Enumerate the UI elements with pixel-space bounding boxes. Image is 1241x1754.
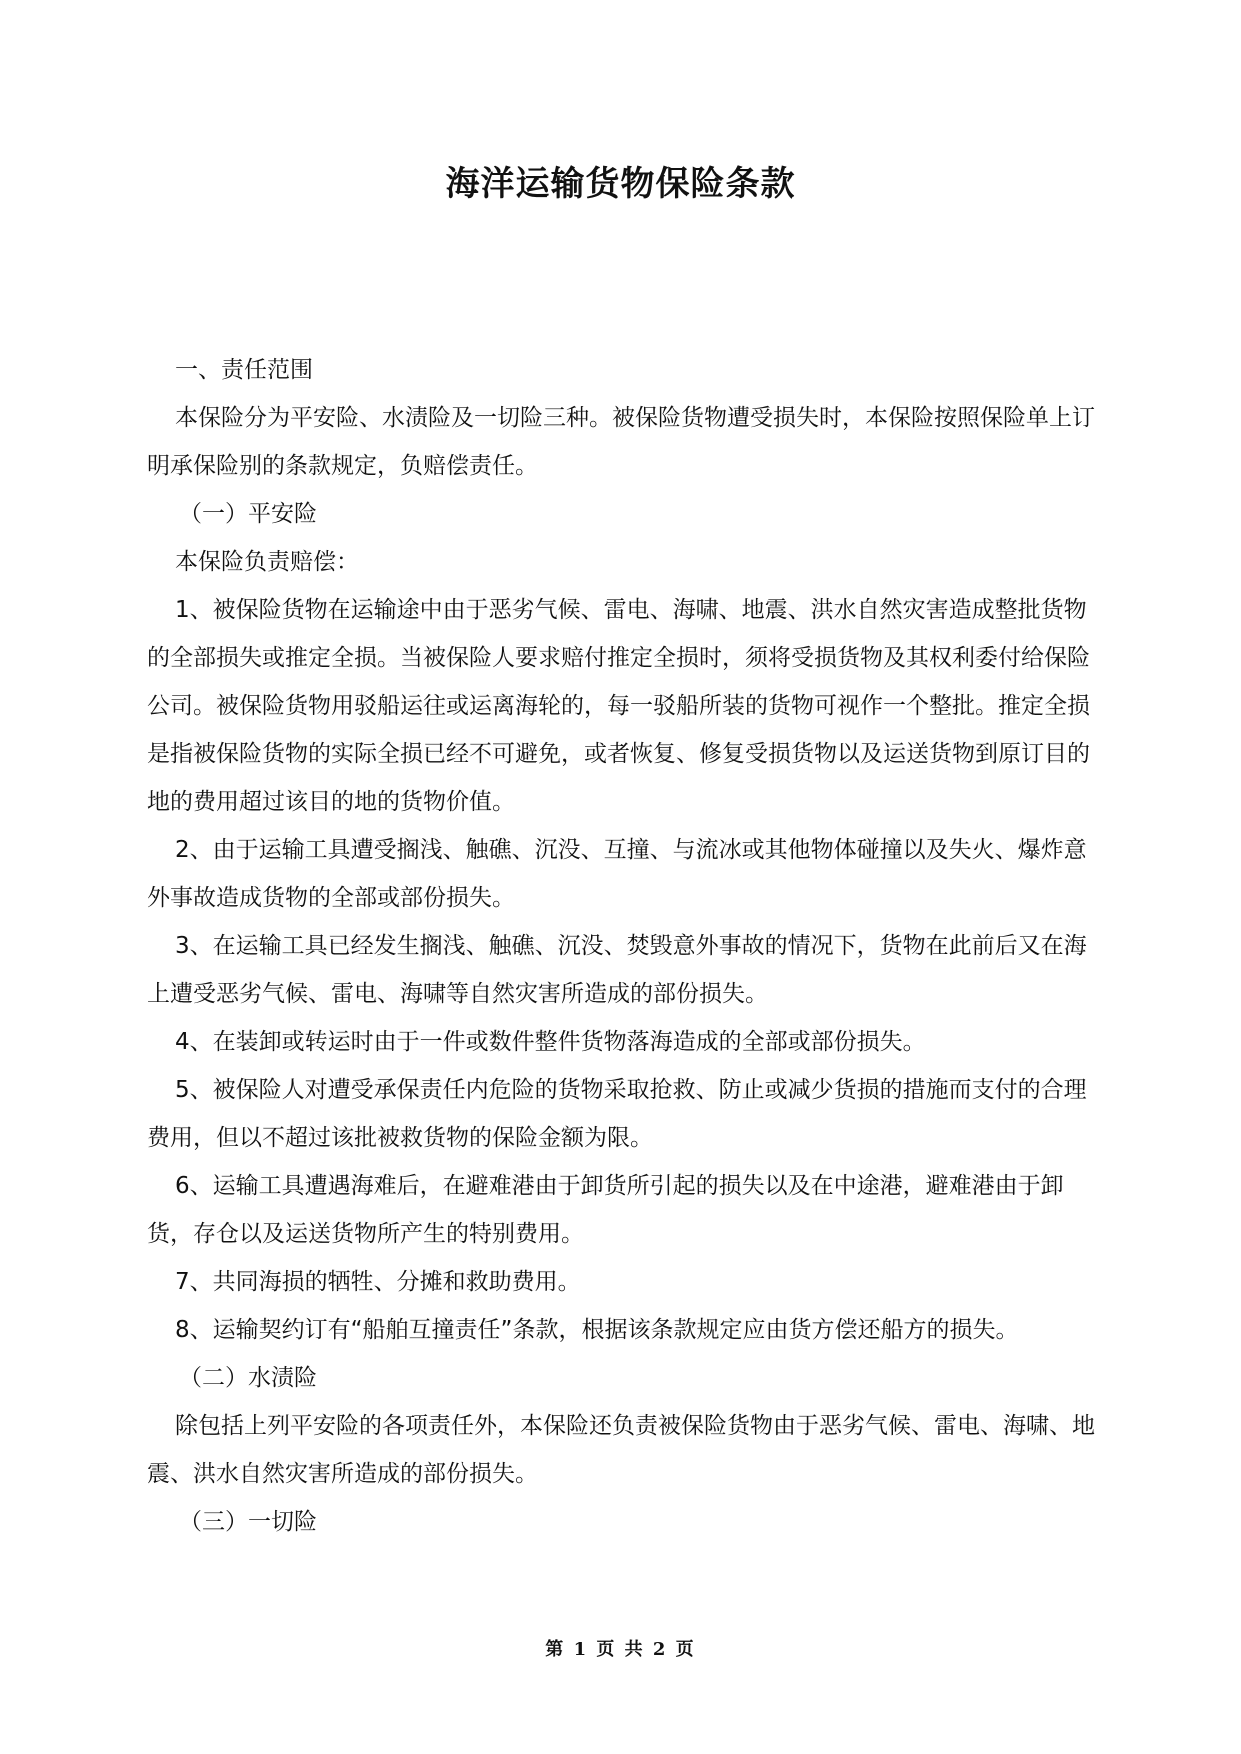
list-item: 3、在运输工具已经发生搁浅、触礁、沉没、焚毁意外事故的情况下，货物在此前后又在海上遭受恶劣气候、雷电、海啸等自然灾害所造成的部份损失。 <box>147 933 1087 1007</box>
paragraph: 本保险分为平安险、水渍险及一切险三种。被保险货物遭受损失时，本保险按照保险单上订明承保险别的条款规定，负赔偿责任。 <box>147 405 1095 479</box>
list-item: 4、在装卸或转运时由于一件或数件整件货物落海造成的全部或部份损失。 <box>175 1029 926 1055</box>
subsection-heading: （一）平安险 <box>179 501 317 527</box>
paragraph: 本保险负责赔偿： <box>175 549 359 575</box>
list-item: 5、被保险人对遭受承保责任内危险的货物采取抢救、防止或减少货损的措施而支付的合理费用，但以不超过该批被救货物的保险金额为限。 <box>147 1077 1087 1151</box>
list-item: 1、被保险货物在运输途中由于恶劣气候、雷电、海啸、地震、洪水自然灾害造成整批货物的全部损失或推定全损。当被保险人要求赔付推定全损时，须将受损货物及其权利委付给保险公司。被保险货物用驳船运往或运离海轮的，每一驳船所装的货物可视作一个整批。推定全损是指被保险货物的实际全损已经不可避免，或者恢复、修复受损货物以及运送货物到原订目的地的费用超过该目的地的货物价值。 <box>147 597 1090 815</box>
document-body <box>147 346 1095 1546</box>
subsection-heading: （二）水渍险 <box>179 1365 317 1391</box>
subsection-heading: （三）一切险 <box>179 1509 317 1535</box>
list-item: 8、运输契约订有“船舶互撞责任”条款，根据该条款规定应由货方偿还船方的损失。 <box>175 1317 1019 1343</box>
paragraph: 除包括上列平安险的各项责任外，本保险还负责被保险货物由于恶劣气候、雷电、海啸、地震、洪水自然灾害所造成的部份损失。 <box>147 1413 1095 1487</box>
page-title: 海洋运输货物保险条款 <box>445 164 796 204</box>
list-item: 7、共同海损的牺牲、分摊和救助费用。 <box>175 1269 581 1295</box>
section-heading: 一、责任范围 <box>175 357 313 383</box>
list-item: 6、运输工具遭遇海难后，在避难港由于卸货所引起的损失以及在中途港，避难港由于卸货，存仓以及运送货物所产生的特别费用。 <box>147 1173 1064 1247</box>
page-number: 第 1 页 共 2 页 <box>545 1639 696 1660</box>
list-item: 2、由于运输工具遭受搁浅、触礁、沉没、互撞、与流冰或其他物体碰撞以及失火、爆炸意外事故造成货物的全部或部份损失。 <box>147 837 1087 911</box>
